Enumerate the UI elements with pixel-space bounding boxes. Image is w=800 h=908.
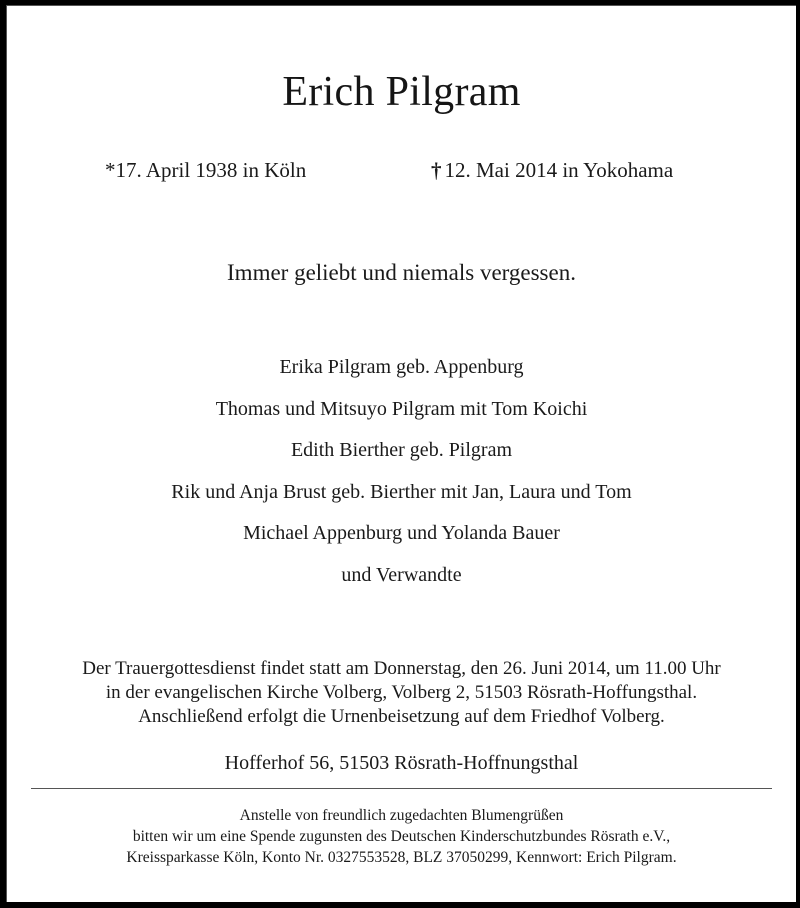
- service-details: [7, 657, 796, 729]
- mourners-list: [7, 347, 796, 596]
- death-date: 12. Mai 2014 in Yokohama: [444, 158, 674, 182]
- service-line: Der Trauergottesdienst findet statt am Donnerstag, den 26. Juni 2014, um 11.00 Uhr: [82, 658, 721, 679]
- mourner-line: und Verwandte: [341, 563, 462, 586]
- death-date-line: [431, 158, 673, 183]
- service-line: Anschließend erfolgt die Urnenbeisetzung auf dem Friedhof Volberg.: [138, 706, 665, 727]
- donation-request: [7, 805, 796, 868]
- birth-date: *17. April 1938 in Köln: [105, 158, 307, 182]
- cross-icon: †: [431, 158, 442, 182]
- obituary-card: [6, 5, 796, 902]
- family-address: Hofferhof 56, 51503 Rösrath-Hoffnungsthal: [224, 752, 579, 774]
- divider-rule: [31, 788, 772, 789]
- donation-line: Anstelle von freundlich zugedachten Blumengrüßen: [239, 807, 564, 824]
- mourner-line: Thomas und Mitsuyo Pilgram mit Tom Koichi: [215, 397, 588, 420]
- mourner-line: Edith Bierther geb. Pilgram: [290, 439, 513, 461]
- donation-line: bitten wir um eine Spende zugunsten des Deutschen Kinderschutzbundes Rösrath e.V.,: [132, 828, 671, 845]
- mourner-line: Michael Appenburg und Yolanda Bauer: [243, 522, 560, 544]
- deceased-name: Erich Pilgram: [282, 69, 521, 115]
- motto: Immer geliebt und niemals vergessen.: [227, 260, 576, 285]
- donation-line: Kreissparkasse Köln, Konto Nr. 0327553528, BLZ 37050299, Kennwort: Erich Pilgram.: [126, 849, 677, 866]
- mourner-line: Rik und Anja Brust geb. Bierther mit Jan, Laura und Tom: [171, 480, 632, 503]
- mourner-line: Erika Pilgram geb. Appenburg: [279, 356, 524, 378]
- service-line: in der evangelischen Kirche Volberg, Volberg 2, 51503 Rösrath-Hoffungsthal.: [105, 682, 698, 703]
